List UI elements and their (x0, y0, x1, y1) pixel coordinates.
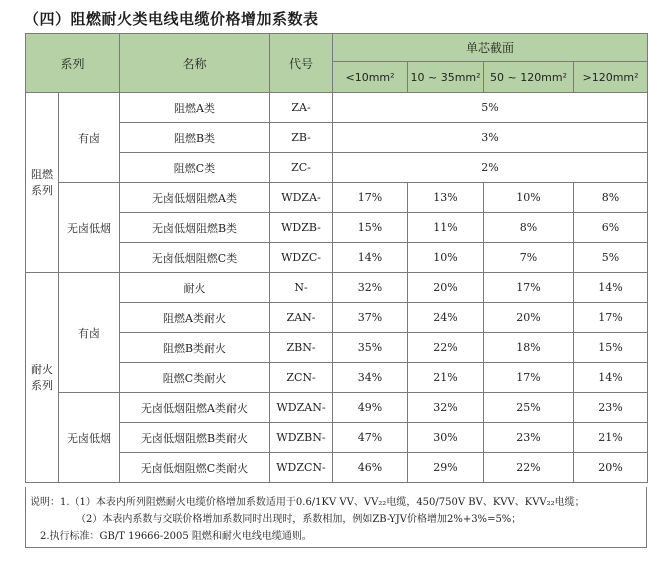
row-value: 49% (333, 393, 408, 423)
row-code: WDZA- (270, 183, 333, 213)
row-value: 22% (484, 453, 574, 483)
group-flame (26, 93, 59, 273)
row-value: 21% (408, 363, 484, 393)
row-name: 阻燃B类 (120, 123, 270, 153)
header-col-3: 50 ~ 120mm² (484, 62, 574, 93)
row-value: 23% (574, 393, 648, 423)
row-name: 无卤低烟阻燃B类 (120, 213, 270, 243)
table-title: （四）阻燃耐火类电线电缆价格增加系数表 (24, 10, 319, 28)
subgroup-halogen-2: 有卤 (59, 273, 120, 393)
row-name: 无卤低烟阻燃B类耐火 (120, 423, 270, 453)
row-value: 7% (484, 243, 574, 273)
row-value: 6% (574, 213, 648, 243)
row-code: ZAN- (270, 303, 333, 333)
row-value: 15% (333, 213, 408, 243)
header-name: 名称 (120, 34, 270, 93)
row-value: 37% (333, 303, 408, 333)
header-col-2: 10 ~ 35mm² (408, 62, 484, 93)
row-name: 无卤低烟阻燃C类 (120, 243, 270, 273)
note-line-1: 说明：1.（1）本表内所列阻燃耐火电缆价格增加系数适用于0.6/1KV VV、VV₂₂电缆，450/750V BV、KVV、KVV₂₂电缆； (30, 497, 585, 508)
row-value: 10% (484, 183, 574, 213)
row-value: 32% (408, 393, 484, 423)
row-value: 20% (408, 273, 484, 303)
row-name: 阻燃A类 (120, 93, 270, 123)
row-name: 无卤低烟阻燃C类耐火 (120, 453, 270, 483)
group-fire (26, 273, 59, 483)
row-value: 47% (333, 423, 408, 453)
note-line-2: （2）本表内系数与交联价格增加系数同时出现时，系数相加，例如ZB-YJV价格增加2%+3%=5%； (76, 514, 522, 525)
row-name: 阻燃A类耐火 (120, 303, 270, 333)
row-code: ZB- (270, 123, 333, 153)
notes-box (25, 487, 647, 548)
row-code: WDZBN- (270, 423, 333, 453)
row-code: WDZC- (270, 243, 333, 273)
row-value: 34% (333, 363, 408, 393)
row-value: 22% (408, 333, 484, 363)
group-flame-label: 阻燃系列 (31, 167, 53, 197)
row-value: 20% (574, 453, 648, 483)
row-value: 24% (408, 303, 484, 333)
subgroup-halogen-1: 有卤 (59, 93, 120, 183)
row-merged-value: 5% (333, 93, 648, 123)
row-value: 8% (484, 213, 574, 243)
row-code: ZC- (270, 153, 333, 183)
row-value: 21% (574, 423, 648, 453)
row-value: 14% (574, 363, 648, 393)
header-code: 代号 (270, 34, 333, 93)
row-value: 17% (333, 183, 408, 213)
row-value: 30% (408, 423, 484, 453)
row-merged-value: 3% (333, 123, 648, 153)
row-name: 阻燃B类耐火 (120, 333, 270, 363)
row-value: 13% (408, 183, 484, 213)
row-value: 32% (333, 273, 408, 303)
row-value: 17% (484, 363, 574, 393)
row-value: 14% (333, 243, 408, 273)
row-value: 23% (484, 423, 574, 453)
row-value: 5% (574, 243, 648, 273)
row-name: 无卤低烟阻燃A类耐火 (120, 393, 270, 423)
subgroup-halogen-free-2: 无卤低烟 (59, 393, 120, 483)
row-value: 11% (408, 213, 484, 243)
row-merged-value: 2% (333, 153, 648, 183)
row-name: 阻燃C类耐火 (120, 363, 270, 393)
row-code: ZA- (270, 93, 333, 123)
row-value: 25% (484, 393, 574, 423)
row-name: 阻燃C类 (120, 153, 270, 183)
note-line-3: 2.执行标准：GB/T 19666-2005 阻燃和耐火电线电缆通则。 (40, 531, 312, 542)
row-value: 17% (484, 273, 574, 303)
row-code: WDZCN- (270, 453, 333, 483)
row-value: 14% (574, 273, 648, 303)
row-value: 29% (408, 453, 484, 483)
header-series: 系列 (26, 34, 120, 93)
row-value: 17% (574, 303, 648, 333)
row-code: ZCN- (270, 363, 333, 393)
header-col-1: <10mm² (333, 62, 408, 93)
row-value: 20% (484, 303, 574, 333)
header-section: 单芯截面 (333, 34, 648, 62)
group-fire-label: 耐火系列 (31, 362, 53, 392)
row-value: 46% (333, 453, 408, 483)
price-coefficient-table (25, 33, 648, 483)
row-code: WDZB- (270, 213, 333, 243)
row-name: 耐火 (120, 273, 270, 303)
row-code: ZBN- (270, 333, 333, 363)
row-code: WDZAN- (270, 393, 333, 423)
row-value: 8% (574, 183, 648, 213)
row-value: 10% (408, 243, 484, 273)
subgroup-halogen-free-1: 无卤低烟 (59, 183, 120, 273)
header-col-4: >120mm² (574, 62, 648, 93)
row-value: 15% (574, 333, 648, 363)
row-value: 18% (484, 333, 574, 363)
row-name: 无卤低烟阻燃A类 (120, 183, 270, 213)
row-value: 35% (333, 333, 408, 363)
row-code: N- (270, 273, 333, 303)
